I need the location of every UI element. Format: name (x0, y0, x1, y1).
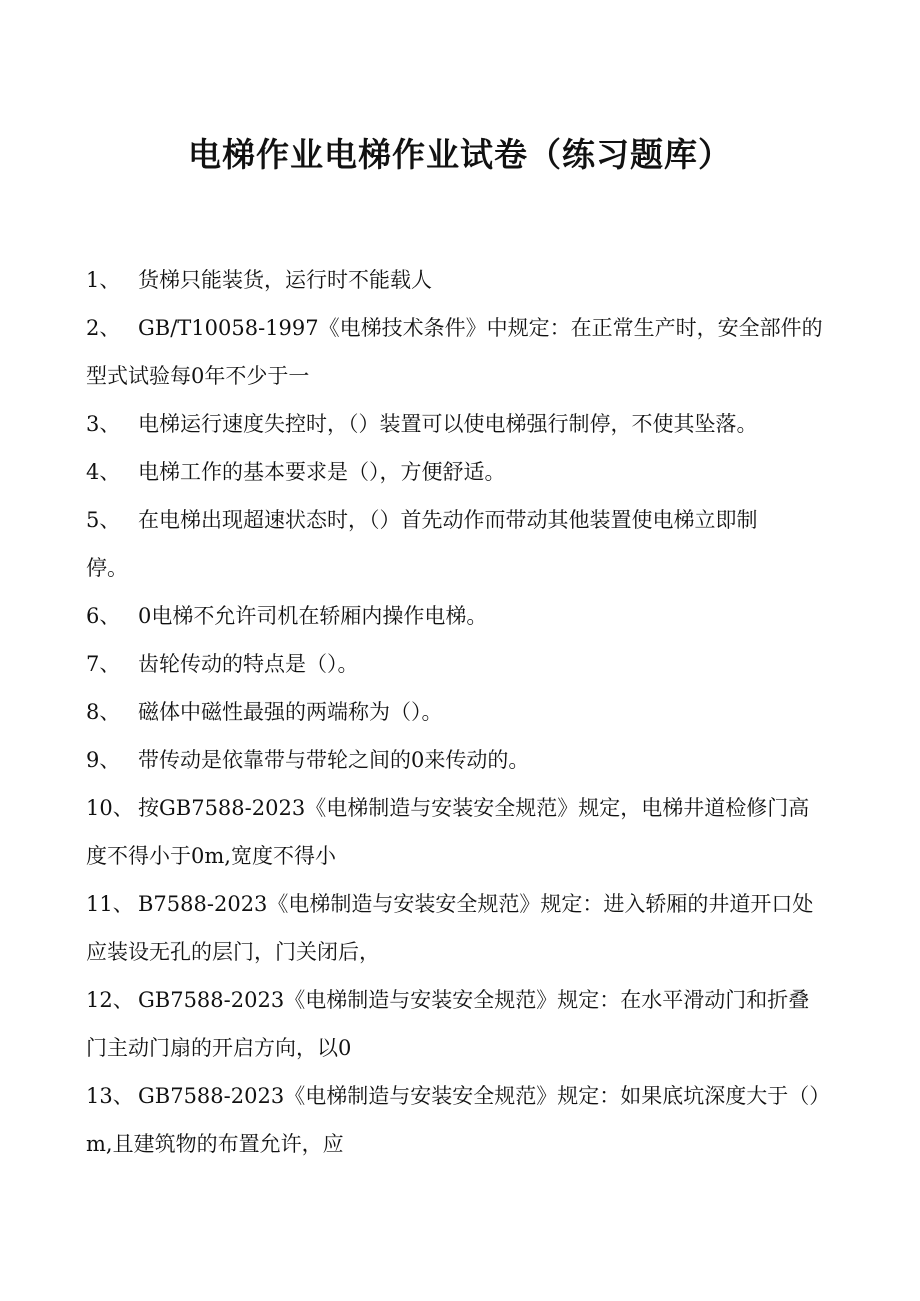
question-item (86, 496, 820, 592)
question-text: 按GB7588-2023《电梯制造与安装安全规范》规定，电梯井道检修门高 (138, 796, 810, 820)
question-number: 3、 (86, 412, 121, 436)
question-line (86, 736, 820, 784)
question-item (86, 640, 820, 688)
question-text: 货梯只能装货，运行时不能载人 (138, 268, 432, 292)
question-item (86, 736, 820, 784)
question-text: 带传动是依靠带与带轮之间的0来传动的。 (138, 748, 530, 772)
question-number: 2、 (86, 316, 121, 340)
question-item (86, 256, 820, 304)
question-line (86, 688, 820, 736)
question-text: 磁体中磁性最强的两端称为（）。 (138, 700, 443, 724)
question-line-continued: 型式试验每0年不少于一 (86, 364, 310, 388)
question-item (86, 1072, 831, 1168)
question-number: 1、 (86, 268, 121, 292)
question-text: B7588-2023《电梯制造与安装安全规范》规定：进入轿厢的井道开口处 (138, 892, 814, 916)
question-item (86, 784, 820, 880)
question-line-continued: 应装设无孔的层门，门关闭后， (86, 940, 380, 964)
question-number: 13、 (86, 1084, 134, 1108)
question-number: 12、 (86, 988, 134, 1012)
question-item (86, 688, 820, 736)
question-item (86, 304, 823, 400)
question-line (86, 304, 823, 352)
question-line (86, 400, 820, 448)
question-number: 5、 (86, 508, 121, 532)
question-text: GB7588-2023《电梯制造与安装安全规范》规定：如果底坑深度大于（） (138, 1084, 831, 1108)
question-number: 8、 (86, 700, 121, 724)
question-line-continued: 停。 (86, 556, 128, 580)
question-number: 4、 (86, 460, 121, 484)
question-list (86, 256, 831, 1168)
question-item (86, 976, 820, 1072)
question-line (86, 256, 820, 304)
question-number: 9、 (86, 748, 121, 772)
question-item (86, 448, 820, 496)
question-number: 6、 (86, 604, 121, 628)
question-text: GB/T10058-1997《电梯技术条件》中规定：在正常生产时，安全部件的 (138, 316, 823, 340)
page-title: 电梯作业电梯作业试卷（练习题库） (188, 135, 732, 174)
question-line (86, 976, 820, 1024)
question-text: 齿轮传动的特点是（）。 (138, 652, 359, 676)
question-line (86, 784, 820, 832)
question-number: 10、 (86, 796, 134, 820)
question-line (86, 1072, 831, 1120)
question-line (86, 880, 820, 928)
question-line-continued: m,且建筑物的布置允许，应 (86, 1132, 344, 1156)
question-text: GB7588-2023《电梯制造与安装安全规范》规定：在水平滑动门和折叠 (138, 988, 810, 1012)
question-line-continued: 门主动门扇的开启方向，以0 (86, 1036, 352, 1060)
question-line-continued: 度不得小于0m,宽度不得小 (86, 844, 336, 868)
question-text: 电梯工作的基本要求是（），方便舒适。 (138, 460, 506, 484)
question-item (86, 400, 820, 448)
question-line (86, 496, 820, 544)
question-line (86, 640, 820, 688)
question-line (86, 448, 820, 496)
question-number: 7、 (86, 652, 121, 676)
question-number: 11、 (86, 892, 134, 916)
question-item (86, 592, 820, 640)
question-text: 0电梯不允许司机在轿厢内操作电梯。 (138, 604, 488, 628)
question-item (86, 880, 820, 976)
question-text: 电梯运行速度失控时，（）装置可以使电梯强行制停，不使其坠落。 (138, 412, 758, 436)
question-line (86, 592, 820, 640)
question-text: 在电梯出现超速状态时，（）首先动作而带动其他装置使电梯立即制 (138, 508, 758, 532)
